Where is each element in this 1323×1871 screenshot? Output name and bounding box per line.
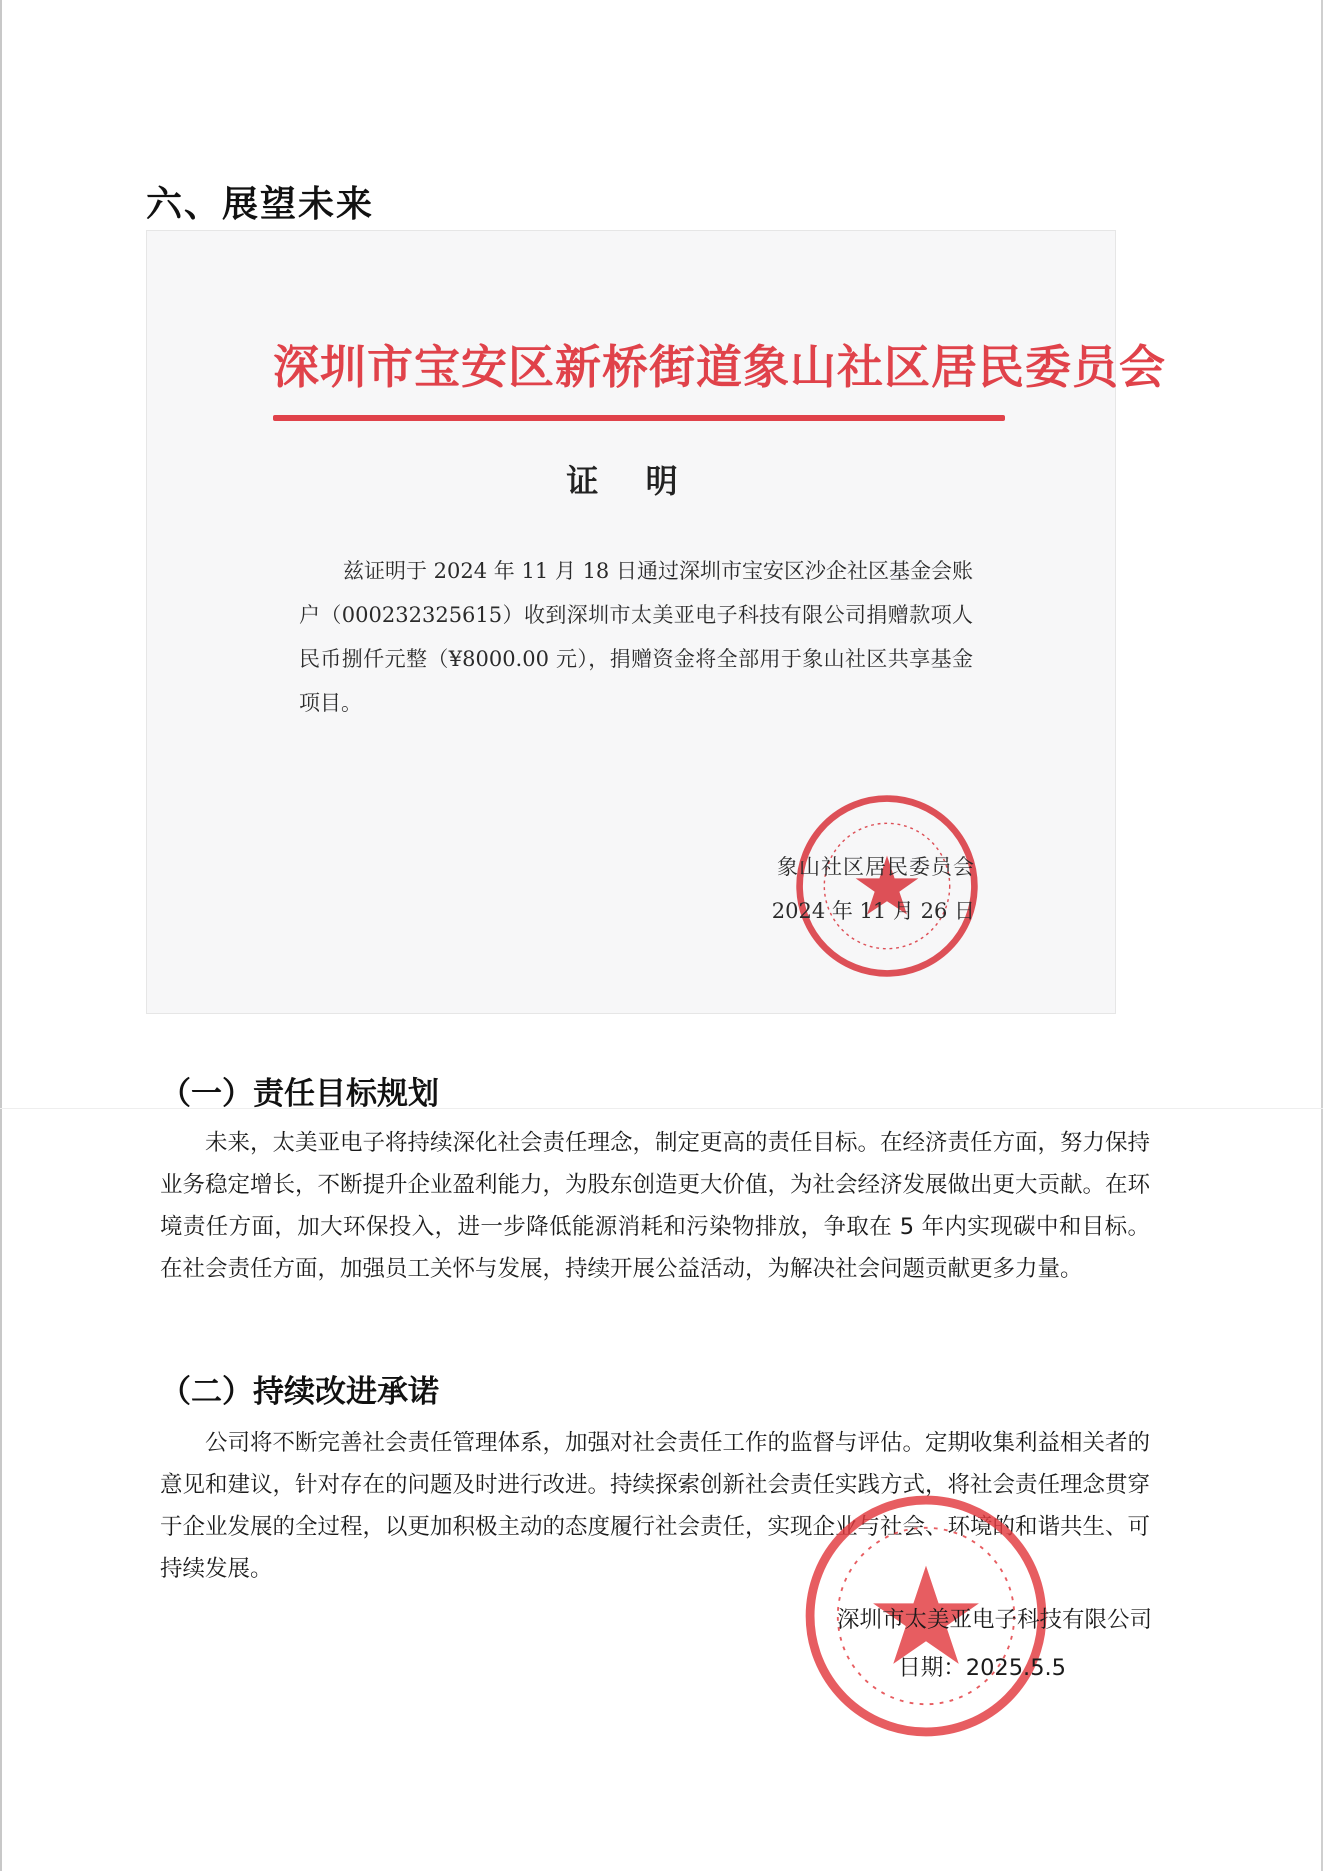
signature-company: 深圳市太美亚电子科技有限公司 [836,1607,1152,1633]
certificate-header-rule [273,415,1005,421]
signature-date: 日期：2025.5.5 [898,1655,1066,1681]
certificate-title: 证 明 [566,462,696,500]
page-edge [0,0,2,1871]
certificate-scan [146,230,1166,1014]
section-title: 六、展望未来 [146,184,375,225]
subsection-heading-goals: （一）责任目标规划 [160,1076,439,1112]
community-seal-icon [792,791,982,981]
certificate-header: 深圳市宝安区新桥街道象山社区居民委员会 [273,340,1166,394]
certificate-body: 兹证明于 2024 年 11 月 18 日通过深圳市宝安区沙企社区基金会账户（000232325615）收到深圳市太美亚电子科技有限公司捐赠款项人民币捌仟元整（¥8000.00 元），捐赠资金将全部用于象山社区共享基金项目。 [299,559,973,715]
subsection-text-commitment: 公司将不断完善社会责任管理体系，加强对社会责任工作的监督与评估。定期收集利益相关者的意见和建议，针对存在的问题及时进行改进。持续探索创新社会责任实践方式，将社会责任理念贯穿于企业发展的全过程，以更加积极主动的态度履行社会责任，实现企业与社会、环境的和谐共生、可持续发展。 [160,1430,1151,1582]
subsection-heading-commitment: （二）持续改进承诺 [160,1374,439,1410]
certificate-date: 2024 年 11 月 26 日 [771,899,975,923]
subsection-text-goals: 未来，太美亚电子将持续深化社会责任理念，制定更高的责任目标。在经济责任方面，努力保持业务稳定增长，不断提升企业盈利能力，为股东创造更大价值，为社会经济发展做出更大贡献。在环境责任方面，加大环保投入，进一步降低能源消耗和污染物排放，争取在 5 年内实现碳中和目标。在社会责任方面，加强员工关怀与发展，持续开展公益活动，为解决社会问题贡献更多力量。 [160,1130,1151,1282]
certificate-signer: 象山社区居民委员会 [777,855,975,879]
